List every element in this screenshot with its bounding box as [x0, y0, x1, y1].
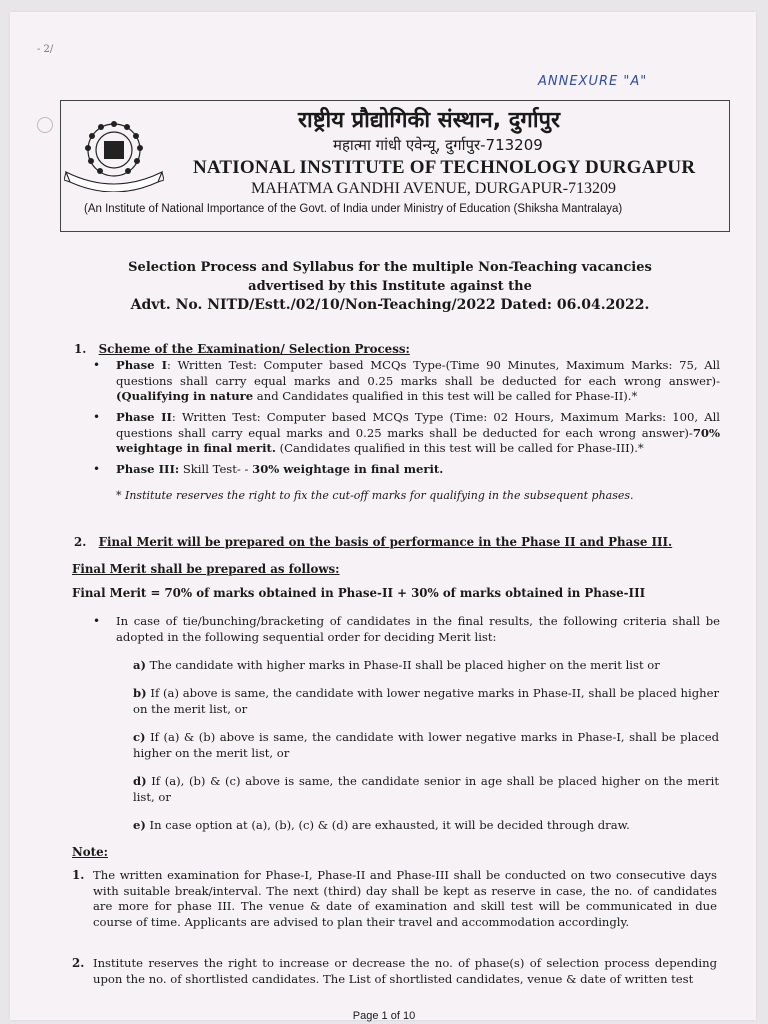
phase-2-tail: (Candidates qualified in this test will be called for Phase-III).*: [275, 441, 644, 455]
institute-subtitle: (An Institute of National Importance of the Govt. of India under Ministry of Education (Shiksha Mantralaya): [84, 203, 623, 215]
note-item-1: The written examination for Phase-I, Phase-II and Phase-III shall be conducted on two consecutive days with suitable break/interval. The next (third) day shall be kept as reserve in case, the no. of candidates are more for phase III. The venue & date of examination and skill test will be communicated in due course of time. Applicants are advised to plan their travel and accommodation accordingly.: [93, 868, 717, 929]
margin-mark: - 2/: [37, 44, 54, 55]
phase-3-text: [116, 462, 720, 478]
section-1-heading: [74, 342, 410, 356]
tie-criteria-intro: In case of tie/bunching/bracketing of candidates in the final results, the following criteria shall be adopted in the following sequential order for deciding Merit list:: [116, 614, 720, 644]
annexure-label: ANNEXURE "A": [538, 74, 648, 89]
section-1-title: Scheme of the Examination/ Selection Process:: [98, 342, 410, 356]
note-item-2: Institute reserves the right to increase or decrease the no. of phase(s) of selection process depending upon the no. of shortlisted candidates. The List of shortlisted candidates, venue & date of written test: [93, 956, 717, 986]
criteria-option-b: [133, 686, 719, 717]
phase-1-text: [116, 358, 720, 405]
option-text: If (a), (b) & (c) above is same, the candidate senior in age shall be placed higher on the merit list, or: [133, 774, 719, 804]
bullet-icon: •: [93, 410, 101, 424]
criteria-option-c: [133, 730, 719, 761]
option-label: e): [133, 818, 146, 832]
bullet-icon: •: [93, 358, 101, 372]
phase-1-label: Phase I: [116, 358, 168, 372]
notes-heading: Note:: [72, 845, 108, 859]
option-text: If (a) above is same, the candidate with lower negative marks in Phase-II, shall be placed higher on the merit list, or: [133, 686, 719, 716]
option-text: In case option at (a), (b), (c) & (d) are exhausted, it will be decided through draw.: [145, 818, 630, 832]
phase-1-body: : Written Test: Computer based MCQs Type-(Time 90 Minutes, Maximum Marks: 75, All questions shall carry equal marks and 0.25 marks shall be deducted for each wrong answer)-: [116, 358, 721, 388]
option-text: If (a) & (b) above is same, the candidate with lower negative marks in Phase-I, shall be placed higher on the merit list, or: [133, 730, 719, 760]
title-line-3: Advt. No. NITD/Estt./02/10/Non-Teaching/2022 Dated: 06.04.2022.: [130, 297, 650, 313]
bullet-icon: •: [93, 462, 101, 476]
title-line-1: Selection Process and Syllabus for the multiple Non-Teaching vacancies: [128, 260, 652, 275]
page-number: Page 1 of 10: [352, 1010, 416, 1022]
phase-2-text: [116, 410, 720, 457]
note-number: 1.: [72, 868, 85, 882]
phase-2-label: Phase II: [116, 410, 172, 424]
phase-3-label: Phase III:: [116, 462, 180, 476]
phase-2-body: : Written Test: Computer based MCQs Type (Time: 02 Hours, Maximum Marks: 100, All questions shall carry equal marks and 0.25 marks shall be deducted for each wrong answer)-: [116, 410, 720, 440]
phase-1-tail: and Candidates qualified in this test will be called for Phase-II).*: [253, 389, 638, 403]
institute-address-english: MAHATMA GANDHI AVENUE, DURGAPUR-713209: [251, 180, 617, 197]
cutoff-footnote: * Institute reserves the right to fix the cut-off marks for qualifying in the subsequent phases.: [116, 489, 634, 502]
institute-address-hindi: महात्मा गांधी एवेन्यू, दुर्गापुर-713209: [333, 136, 543, 154]
section-2-number: 2.: [74, 535, 87, 549]
final-merit-formula: Final Merit = 70% of marks obtained in Phase-II + 30% of marks obtained in Phase-III: [72, 586, 646, 600]
phase-1-bold: (Qualifying in nature: [116, 389, 254, 403]
phase-2-bold: 70% weightage in final merit.: [116, 425, 720, 455]
institute-name-english: NATIONAL INSTITUTE OF TECHNOLOGY DURGAPUR: [193, 157, 696, 178]
section-2-heading: [74, 535, 672, 549]
criteria-option-a: [133, 658, 719, 674]
institute-name-hindi: राष्ट्रीय प्रौद्योगिकी संस्थान, दुर्गापुर: [298, 108, 561, 133]
criteria-option-e: [133, 818, 719, 834]
final-merit-subheading: Final Merit shall be prepared as follows:: [72, 562, 340, 576]
punch-hole: [37, 117, 53, 133]
note-number: 2.: [72, 956, 85, 970]
option-text: The candidate with higher marks in Phase-II shall be placed higher on the merit list or: [146, 658, 660, 672]
nit-logo-emblem: [64, 116, 164, 192]
section-2-title: Final Merit will be prepared on the basis of performance in the Phase II and Phase III.: [98, 535, 673, 549]
title-line-2: advertised by this Institute against the: [248, 279, 532, 294]
criteria-option-d: [133, 774, 719, 805]
phase-3-bold: 30% weightage in final merit.: [252, 462, 444, 476]
option-label: c): [133, 730, 146, 744]
option-label: a): [133, 658, 146, 672]
phase-3-body: Skill Test- -: [179, 462, 253, 476]
option-label: b): [133, 686, 147, 700]
section-1-number: 1.: [74, 342, 87, 356]
bullet-icon: •: [93, 614, 101, 628]
document-title: [90, 258, 690, 315]
option-label: d): [133, 774, 147, 788]
